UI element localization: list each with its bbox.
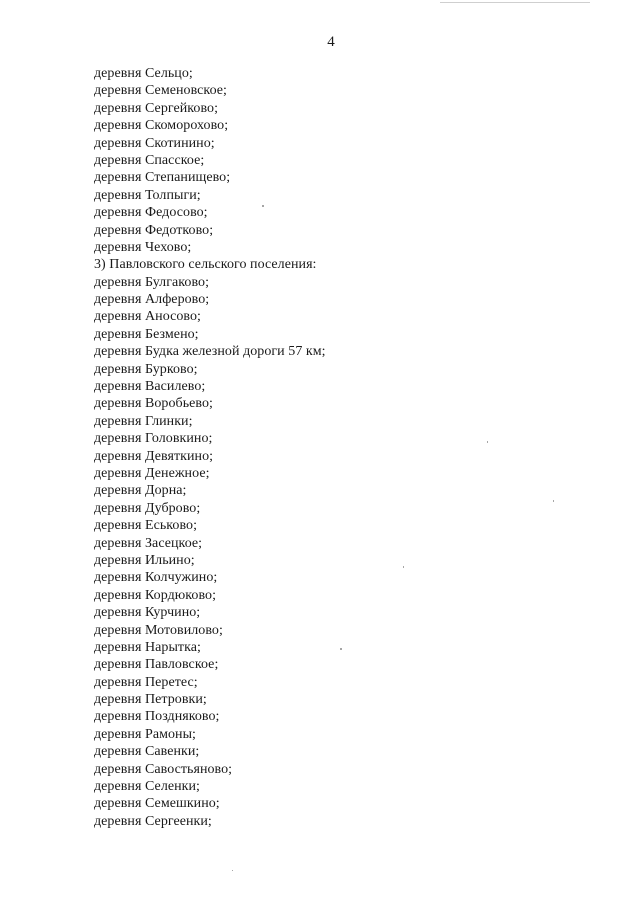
list-item: деревня Савостьяново; xyxy=(94,761,233,777)
scan-artifact-top xyxy=(440,2,590,3)
list-item: деревня Перетес; xyxy=(94,674,198,690)
scan-speck xyxy=(487,441,488,443)
list-item: деревня Еськово; xyxy=(94,518,198,534)
list-item: деревня Будка железной дороги 57 км; xyxy=(94,344,326,360)
list-item: деревня Павловское; xyxy=(94,657,219,673)
list-item: деревня Сергеенки; xyxy=(94,813,212,829)
list-item: деревня Глинки; xyxy=(94,413,193,429)
scan-speck xyxy=(232,870,233,871)
list-item: деревня Денежное; xyxy=(94,465,210,481)
list-item: деревня Булгаково; xyxy=(94,274,210,290)
list-item: деревня Колчужино; xyxy=(94,570,218,586)
list-item: деревня Спасское; xyxy=(94,152,205,168)
list-item: деревня Дорна; xyxy=(94,483,187,499)
list-item: деревня Федосово; xyxy=(94,205,208,221)
page-number: 4 xyxy=(327,34,335,50)
list-item: деревня Безмено; xyxy=(94,326,199,342)
list-item: деревня Толпыги; xyxy=(94,187,201,203)
list-item: деревня Василево; xyxy=(94,379,206,395)
list-item: деревня Поздняково; xyxy=(94,709,220,725)
list-item: деревня Мотовилово; xyxy=(94,622,223,638)
list-item: деревня Девяткино; xyxy=(94,448,214,464)
list-item: деревня Скотинино; xyxy=(94,135,215,151)
list-item: деревня Засецкое; xyxy=(94,535,203,551)
section-heading: 3) Павловского сельского поселения: xyxy=(94,257,317,273)
list-item: деревня Аносово; xyxy=(94,309,201,325)
list-item: деревня Степанищево; xyxy=(94,170,231,186)
list-item: деревня Скоморохово; xyxy=(94,118,229,134)
list-item: деревня Рамоны; xyxy=(94,726,196,742)
list-item: деревня Петровки; xyxy=(94,692,207,708)
list-item: деревня Сергейково; xyxy=(94,100,219,116)
settlement-list xyxy=(94,65,326,830)
scan-speck xyxy=(262,205,264,207)
list-item: деревня Семешкино; xyxy=(94,796,220,812)
list-item: деревня Курчино; xyxy=(94,605,201,621)
scan-speck xyxy=(403,566,404,568)
scan-speck xyxy=(553,500,554,502)
list-item: деревня Федотково; xyxy=(94,222,214,238)
list-item: деревня Чехово; xyxy=(94,239,192,255)
list-item: деревня Кордюково; xyxy=(94,587,217,603)
list-item: деревня Селенки; xyxy=(94,779,200,795)
list-item: деревня Ильино; xyxy=(94,552,195,568)
list-item: деревня Бурково; xyxy=(94,361,198,377)
list-item: деревня Воробьево; xyxy=(94,396,213,412)
list-item: деревня Алферово; xyxy=(94,292,210,308)
list-item: деревня Сельцо; xyxy=(94,66,193,81)
list-item: деревня Семеновское; xyxy=(94,83,227,99)
list-item: деревня Головкино; xyxy=(94,431,213,447)
list-item: деревня Савенки; xyxy=(94,744,200,760)
list-item: деревня Дуброво; xyxy=(94,500,201,516)
list-item: деревня Нарытка; xyxy=(94,639,201,655)
scan-speck xyxy=(340,648,342,650)
